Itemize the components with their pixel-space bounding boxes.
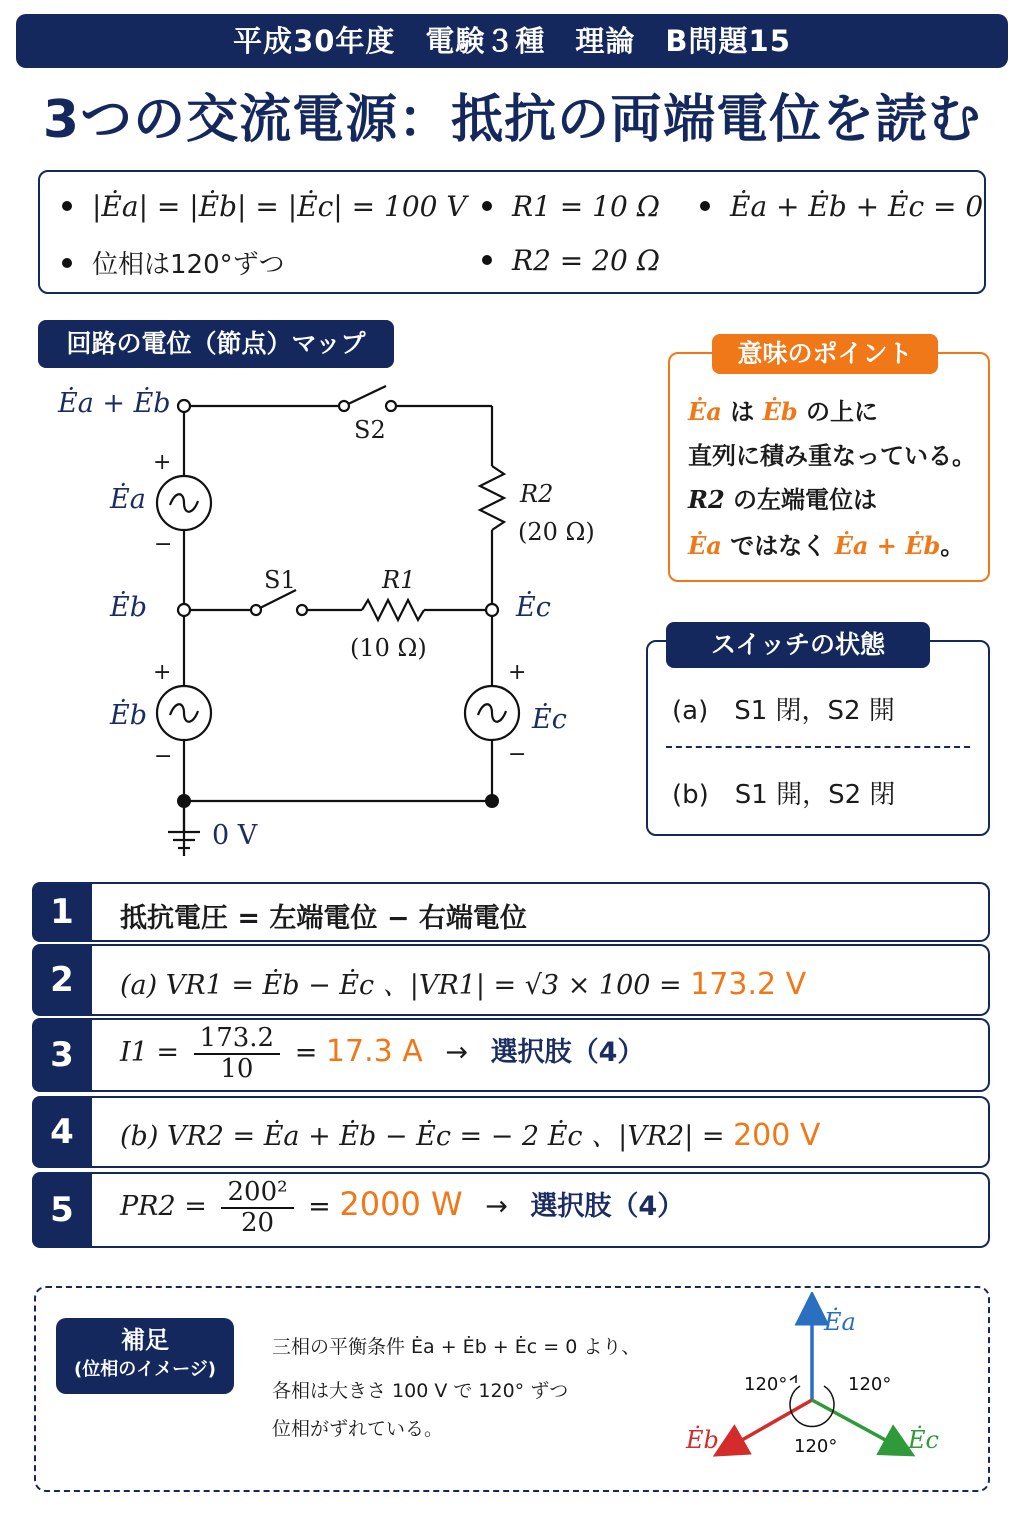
switch-tag: スイッチの状態 (666, 622, 930, 668)
node-top-left (178, 400, 190, 412)
bullet-icon (482, 255, 492, 265)
arrow-right-icon: → (445, 1037, 468, 1069)
arrow-right-icon: → (485, 1191, 508, 1223)
step-1-number: 1 (32, 882, 92, 942)
supplement-tag (56, 1318, 234, 1394)
plus-c: + (508, 660, 527, 685)
step-3-fraction (194, 1024, 280, 1083)
step-3-text (120, 1024, 644, 1083)
step-5-result: 2000 W (339, 1185, 463, 1224)
node-mid-left (178, 604, 190, 616)
bullet-icon (482, 201, 492, 211)
switch-case-b: (b) S1 開，S2 閉 (672, 780, 896, 810)
step-4-text (120, 1114, 820, 1153)
r1-label: R1 (382, 566, 416, 594)
given-r1 (482, 190, 660, 223)
angle-right-label: 120° (848, 1374, 892, 1395)
bullet-icon (700, 201, 710, 211)
given-sum (700, 190, 983, 223)
point-text: 。 (940, 532, 965, 560)
source-c-label: Ėc (532, 704, 567, 735)
given-phase (62, 244, 285, 281)
fraction-numerator: 200² (221, 1178, 293, 1209)
circuit-tag: 回路の電位（節点）マップ (38, 320, 394, 368)
point-text: ではなく (730, 532, 827, 560)
point-ea: Ėa (688, 531, 722, 560)
angle-left-label: 120° (744, 1374, 788, 1395)
step-2-text (120, 963, 806, 1002)
r1-resistor (362, 600, 424, 620)
r2-value: (20 Ω) (518, 518, 595, 546)
given-phase-text: 位相は120°ずつ (92, 250, 285, 280)
node-mid-right (486, 604, 498, 616)
point-text: の上に (806, 398, 878, 426)
step-3-lhs: I1 = (120, 1037, 180, 1069)
s1-label: S1 (264, 566, 296, 594)
s2-contact-right (386, 401, 396, 411)
supplement-line-3: 位相がずれている。 (272, 1418, 444, 1440)
point-eb: Ėb (762, 397, 798, 426)
step-4-formula: (b) VR2 = Ėa + Ėb − Ėc = − 2 Ėc 、|VR2| = (120, 1121, 734, 1152)
banner-text: 平成30年度 電験３種 理論 B問題15 (233, 24, 791, 58)
given-magnitude (62, 190, 467, 223)
supplement-line-2: 各相は大きさ 100 V で 120° ずつ (272, 1380, 569, 1402)
r2-label: R2 (520, 480, 554, 508)
phasor-diagram (680, 1292, 980, 1488)
step-2-result: 173.2 V (690, 967, 807, 1002)
step-2-formula: (a) VR1 = Ėb − Ėc 、|VR1| = √3 × 100 = (120, 970, 691, 1001)
fraction-numerator: 173.2 (194, 1024, 280, 1055)
switch-divider (666, 746, 970, 748)
node-bottom-right (485, 794, 499, 808)
step-5-number: 5 (32, 1172, 92, 1248)
given-magnitude-text: |Ėa| = |Ėb| = |Ėc| = 100 V (92, 190, 467, 223)
given-r1-text: R1 = 10 Ω (512, 190, 660, 223)
phasor-b-label: Ėb (686, 1426, 719, 1454)
node-top-label: Ėa + Ėb (58, 388, 171, 419)
node-c-label: Ėc (516, 592, 551, 623)
given-r2 (482, 244, 660, 277)
point-sum: Ėa + Ėb (834, 531, 941, 560)
r1-value: (10 Ω) (350, 634, 427, 662)
plus-b: + (153, 660, 172, 685)
point-tag: 意味のポイント (712, 334, 938, 374)
given-sum-text: Ėa + Ėb + Ėc = 0 (730, 190, 984, 223)
bullet-icon (62, 258, 72, 268)
point-line-3 (688, 480, 877, 515)
ground-label: 0 V (212, 820, 258, 851)
s1-contact-left (251, 605, 261, 615)
minus-b: − (154, 744, 173, 769)
node-b-label: Ėb (110, 592, 147, 623)
supplement-tag-subtitle: (位相のイメージ) (74, 1359, 216, 1380)
step-5-choice: 選択肢（4） (530, 1191, 685, 1223)
minus-a: − (154, 532, 173, 557)
step-1-text: 抵抗電圧 = 左端電位 − 右端電位 (120, 903, 527, 934)
source-a-label: Ėa (110, 484, 146, 515)
s1-contact-right (297, 605, 307, 615)
supplement-tag-title: 補足 (121, 1326, 169, 1354)
step-3-result: 17.3 A (325, 1034, 423, 1070)
supplement-line-1: 三相の平衡条件 Ėa + Ėb + Ėc = 0 より、 (272, 1336, 641, 1358)
page-title: 3つの交流電源：抵抗の両端電位を読む (42, 90, 982, 150)
step-2-number: 2 (32, 944, 92, 1016)
fraction-denominator: 20 (240, 1207, 275, 1238)
top-banner (16, 14, 1008, 68)
s2-contact-left (339, 401, 349, 411)
s2-label: S2 (354, 416, 386, 444)
step-5-eq: = (308, 1191, 331, 1223)
point-ea: Ėa (688, 397, 722, 426)
step-4-number: 4 (32, 1096, 92, 1168)
step-4-result: 200 V (733, 1118, 821, 1153)
step-3-choice: 選択肢（4） (490, 1037, 645, 1069)
step-3-number: 3 (32, 1018, 92, 1092)
r2-resistor (480, 466, 504, 530)
plus-a: + (153, 450, 172, 475)
angle-bottom-label: 120° (794, 1436, 838, 1457)
step-5-lhs: PR2 = (120, 1191, 207, 1223)
point-line-4 (688, 526, 964, 561)
source-b-label: Ėb (110, 700, 147, 731)
switch-case-a: (a) S1 閉，S2 開 (672, 696, 895, 726)
s2-blade (344, 386, 386, 406)
phasor-a-label: Ėa (824, 1308, 856, 1336)
point-r2: R2 (688, 485, 725, 514)
point-line-2: 直列に積み重なっている。 (688, 442, 976, 470)
minus-c: − (508, 742, 527, 767)
step-5-text (120, 1178, 684, 1237)
step-3-eq: = (294, 1037, 318, 1069)
point-text: は (730, 398, 755, 426)
fraction-denominator: 10 (220, 1053, 254, 1084)
step-5-fraction (221, 1178, 293, 1237)
bullet-icon (62, 201, 72, 211)
point-text: の左端電位は (733, 486, 878, 514)
point-line-1 (688, 392, 878, 427)
phasor-c-label: Ėc (908, 1426, 939, 1454)
given-r2-text: R2 = 20 Ω (512, 244, 660, 277)
